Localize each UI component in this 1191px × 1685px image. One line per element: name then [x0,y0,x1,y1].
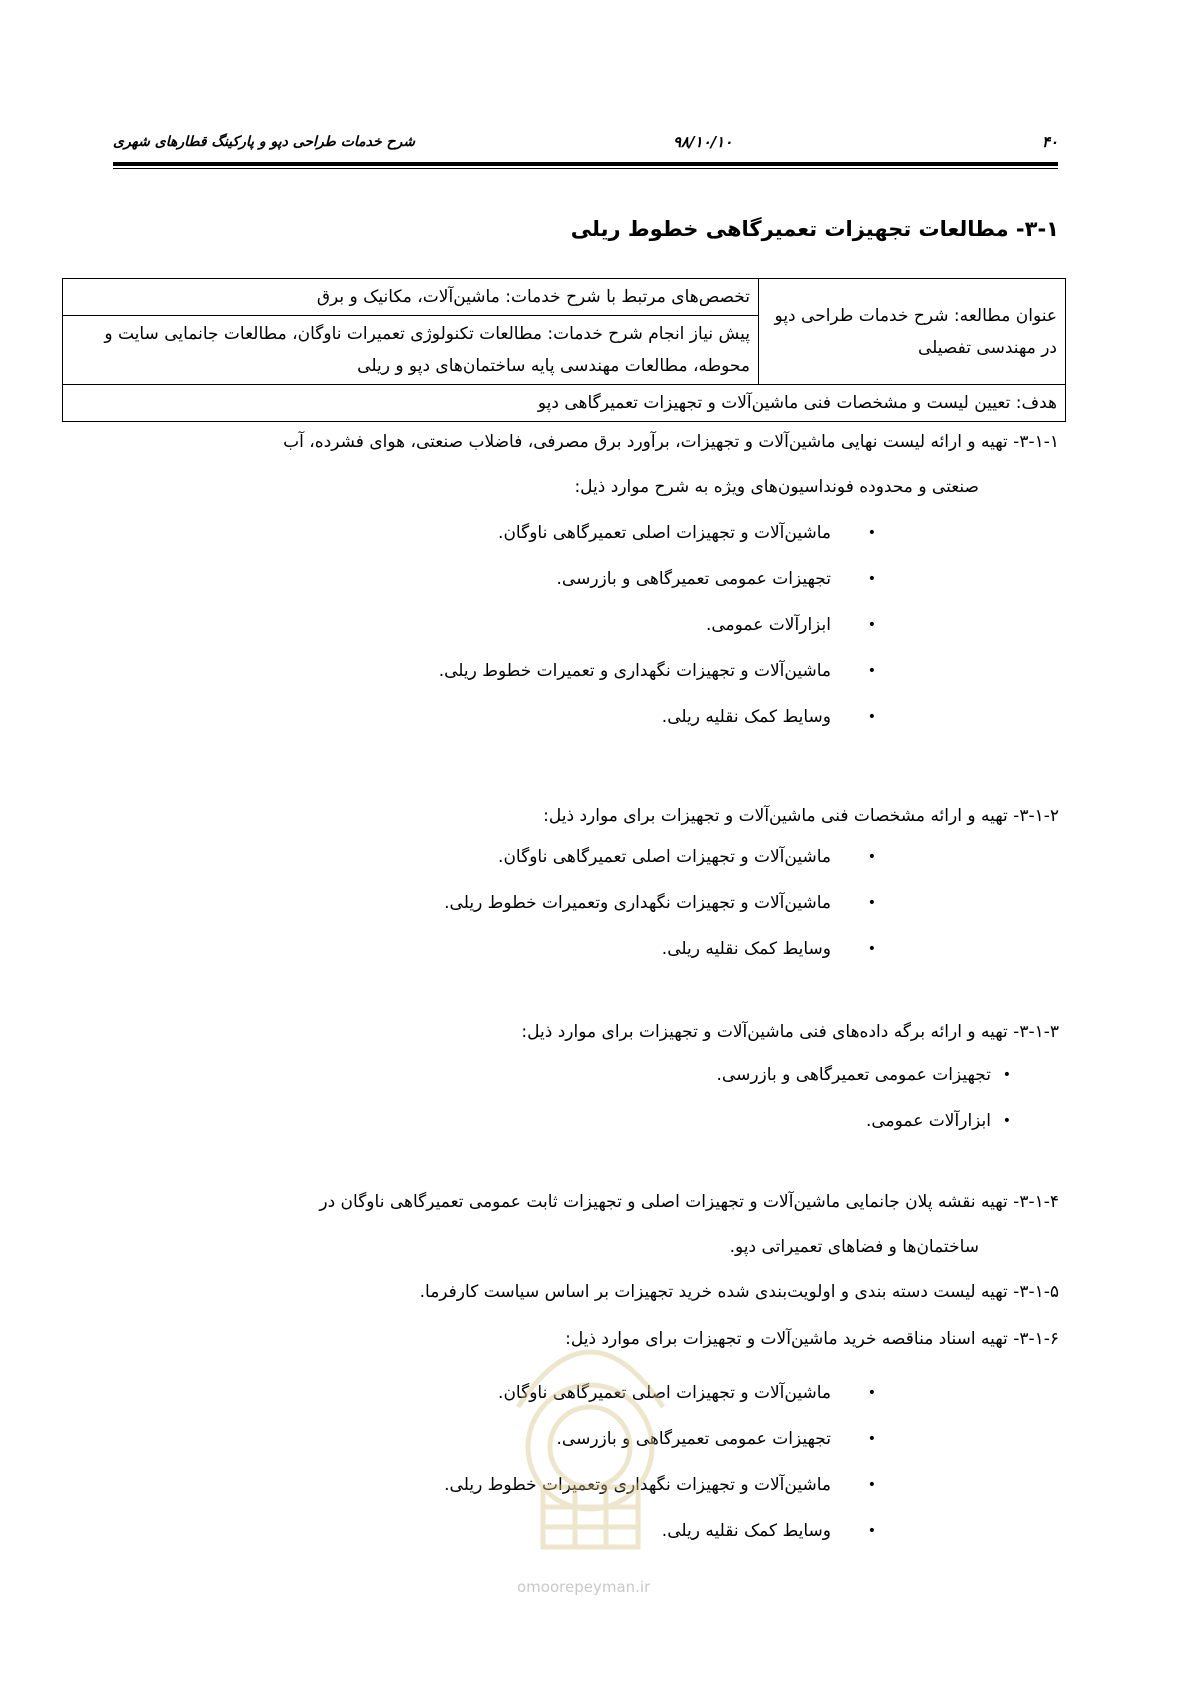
item-3-1-2: ۳-۱-۲- تهیه و ارائه مشخصات فنی ماشین‌آلات و تجهیزات برای موارد ذیل: [543,806,1059,826]
section-heading: ۳-۱- مطالعات تجهیزات تعمیرگاهی خطوط ریلی [570,217,1059,241]
list-item: • وسایط کمک نقلیه ریلی. [81,926,1191,972]
item-3-1-4-line2: ساختمان‌ها و فضاهای تعمیراتی دپو. [729,1237,979,1257]
study-title-cell: عنوان مطالعه: شرح خدمات طراحی دپو در مهندسی تفصیلی [759,279,1066,385]
watermark-text: omoorepeyman.ir [517,1578,651,1596]
item-3-1-1-bullets [81,510,1191,740]
bullet-icon: • [1002,1113,1011,1129]
header-rule-thin [113,168,1058,169]
list-item: • ماشین‌آلات و تجهیزات اصلی تعمیرگاهی ناوگان. [81,1370,1191,1416]
page-header [113,129,1058,155]
bullet-icon: • [867,1523,876,1539]
list-item: • ماشین‌آلات و تجهیزات نگهداری وتعمیرات خطوط ریلی. [81,880,1191,926]
header-document-title: شرح خدمات طراحی دپو و پارکینگ قطارهای شهری [113,134,416,150]
watermark-logo-icon [498,1257,683,1572]
list-item: • ابزارآلات عمومی. [81,602,1191,648]
bullet-icon: • [867,941,876,957]
list-item: • وسایط کمک نقلیه ریلی. [81,1508,1191,1554]
bullet-icon: • [867,849,876,865]
page-number: ۴۰ [1041,133,1058,151]
list-item: • ماشین‌آلات و تجهیزات نگهداری وتعمیرات خطوط ریلی. [81,1462,1191,1508]
item-3-1-1 [119,420,1059,510]
item-3-1-1-line1: ۳-۱-۱- تهیه و ارائه لیست نهایی ماشین‌آلات و تجهیزات، برآورد برق مصرفی، فاضلاب صنعتی، هوای فشرده، آب [283,432,1059,452]
item-3-1-6: ۳-۱-۶- تهیه اسناد مناقصه خرید ماشین‌آلات و تجهیزات برای موارد ذیل: [565,1329,1059,1349]
goal-cell: هدف: تعیین لیست و مشخصات فنی ماشین‌آلات و تجهیزات تعمیرگاهی دپو [63,385,1066,422]
bullet-icon: • [867,709,876,725]
bullet-icon: • [867,571,876,587]
bullet-icon: • [867,617,876,633]
bullet-icon: • [867,663,876,679]
list-item: • وسایط کمک نقلیه ریلی. [81,694,1191,740]
list-item: • ماشین‌آلات و تجهیزات اصلی تعمیرگاهی ناوگان. [81,834,1191,880]
bullet-icon: • [867,1385,876,1401]
study-info-table [62,278,1066,422]
bullet-icon: • [867,525,876,541]
list-item: • تجهیزات عمومی تعمیرگاهی و بازرسی. [81,556,1191,602]
bullet-icon: • [867,895,876,911]
related-specialties-cell: تخصص‌های مرتبط با شرح خدمات: ماشین‌آلات، مکانیک و برق [63,279,759,316]
bullet-icon: • [867,1477,876,1493]
bullet-icon: • [867,1431,876,1447]
list-item: • تجهیزات عمومی تعمیرگاهی و بازرسی. [81,1416,1191,1462]
item-3-1-3-bullets [0,1052,1191,1144]
list-item: • ابزارآلات عمومی. [0,1098,1191,1144]
header-date: ۹۸/۱۰/۱۰ [673,133,733,151]
item-3-1-3: ۳-۱-۳- تهیه و ارائه برگه داده‌های فنی ماشین‌آلات و تجهیزات برای موارد ذیل: [521,1022,1059,1042]
header-rule-thick [113,162,1058,166]
list-item: • ماشین‌آلات و تجهیزات نگهداری و تعمیرات خطوط ریلی. [81,648,1191,694]
item-3-1-5: ۳-۱-۵- تهیه لیست دسته بندی و اولویت‌بندی شده خرید تجهیزات بر اساس سیاست کارفرما. [419,1282,1059,1302]
list-item: • تجهیزات عمومی تعمیرگاهی و بازرسی. [0,1052,1191,1098]
list-item: • ماشین‌آلات و تجهیزات اصلی تعمیرگاهی ناوگان. [81,510,1191,556]
prerequisites-cell: پیش نیاز انجام شرح خدمات: مطالعات تکنولوژی تعمیرات ناوگان، مطالعات جانمایی سایت و محوطه، مطالعات مهندسی پایه ساختمان‌های دپو و ریلی [63,316,759,385]
item-3-1-4-line1: ۳-۱-۴- تهیه نقشه پلان جانمایی ماشین‌آلات و تجهیزات اصلی و تجهیزات ثابت عمومی تعمیرگاهی ناوگان در [319,1192,1059,1212]
item-3-1-2-bullets [81,834,1191,972]
bullet-icon: • [1002,1067,1011,1083]
item-3-1-1-line2: صنعتی و محدوده فونداسیون‌های ویژه به شرح موارد ذیل: [574,477,979,497]
